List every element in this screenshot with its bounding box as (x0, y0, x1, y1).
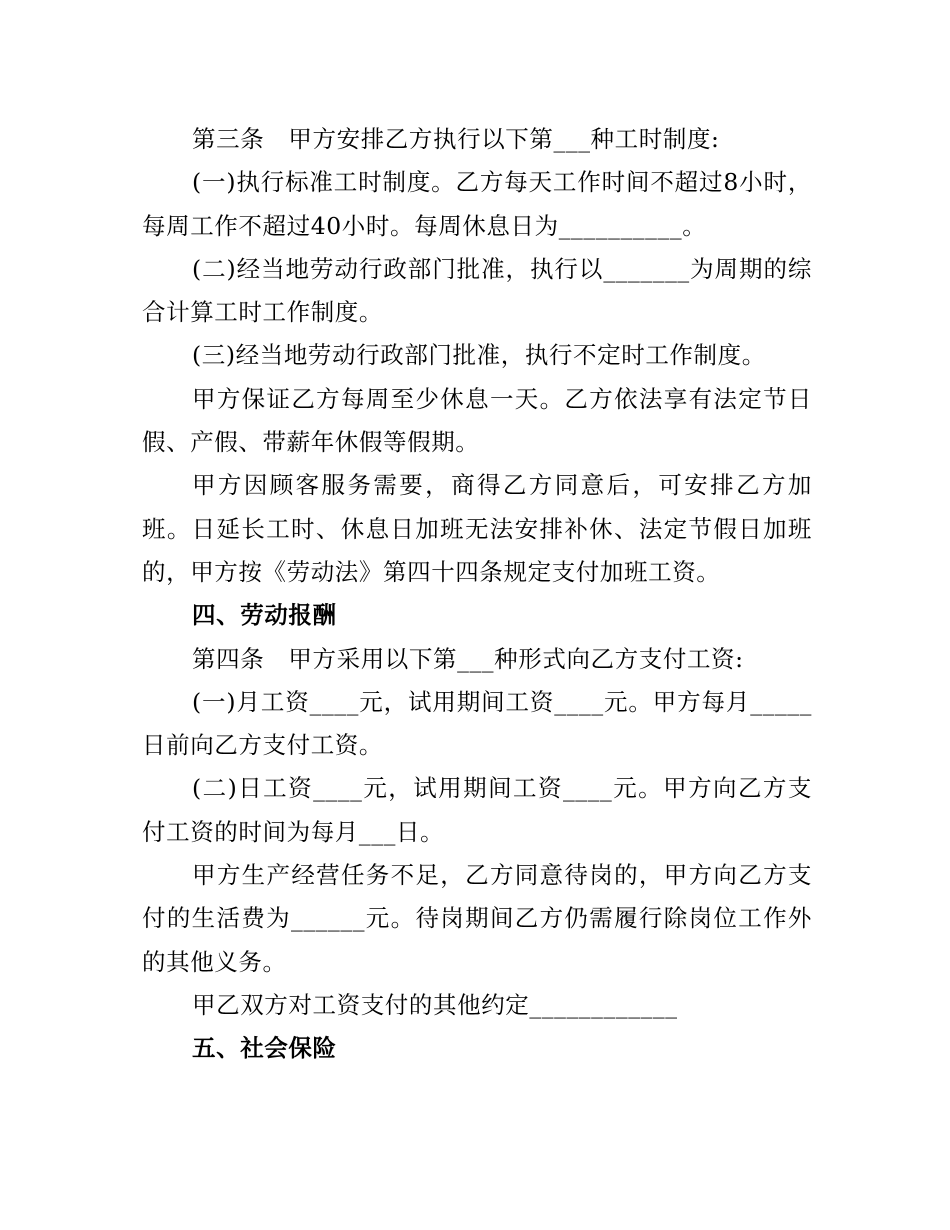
daily-wage-clause: (二)日工资____元，试用期间工资____元。甲方向乙方支付工资的时间为每月___日。 (142, 774, 812, 846)
overtime-clause: 甲方因顾客服务需要，商得乙方同意后，可安排乙方加班。日延长工时、休息日加班无法安排补休、法定节假日加班的，甲方按《劳动法》第四十四条规定支付加班工资。 (142, 471, 812, 586)
standby-allowance-clause: 甲方生产经营任务不足，乙方同意待岗的，甲方向乙方支付的生活费为______元。待岗期间乙方仍需履行除岗位工作外的其他义务。 (142, 861, 812, 976)
standard-hours-clause: (一)执行标准工时制度。乙方每天工作时间不超过8小时，每周工作不超过40小时。每周休息日为__________。 (142, 168, 812, 240)
flexible-hours-clause: (三)经当地劳动行政部门批准，执行不定时工作制度。 (192, 341, 766, 370)
rest-day-clause: 甲方保证乙方每周至少休息一天。乙方依法享有法定节日假、产假、带薪年休假等假期。 (142, 384, 812, 457)
other-wage-agreement: 甲乙双方对工资支付的其他约定____________ (192, 990, 678, 1019)
article-3-intro: 第三条 甲方安排乙方执行以下第___种工时制度: (192, 125, 720, 153)
section-heading-social-insurance: 五、社会保险 (192, 1034, 337, 1063)
article-4-intro: 第四条 甲方采用以下第___种形式向乙方支付工资: (192, 644, 744, 673)
comprehensive-hours-clause: (二)经当地劳动行政部门批准，执行以_______为周期的综合计算工时工作制度。 (142, 254, 812, 327)
document-body (142, 118, 812, 1071)
section-heading-remuneration: 四、劳动报酬 (192, 601, 337, 630)
monthly-wage-clause: (一)月工资____元，试用期间工资____元。甲方每月_____日前向乙方支付工资。 (142, 687, 812, 760)
